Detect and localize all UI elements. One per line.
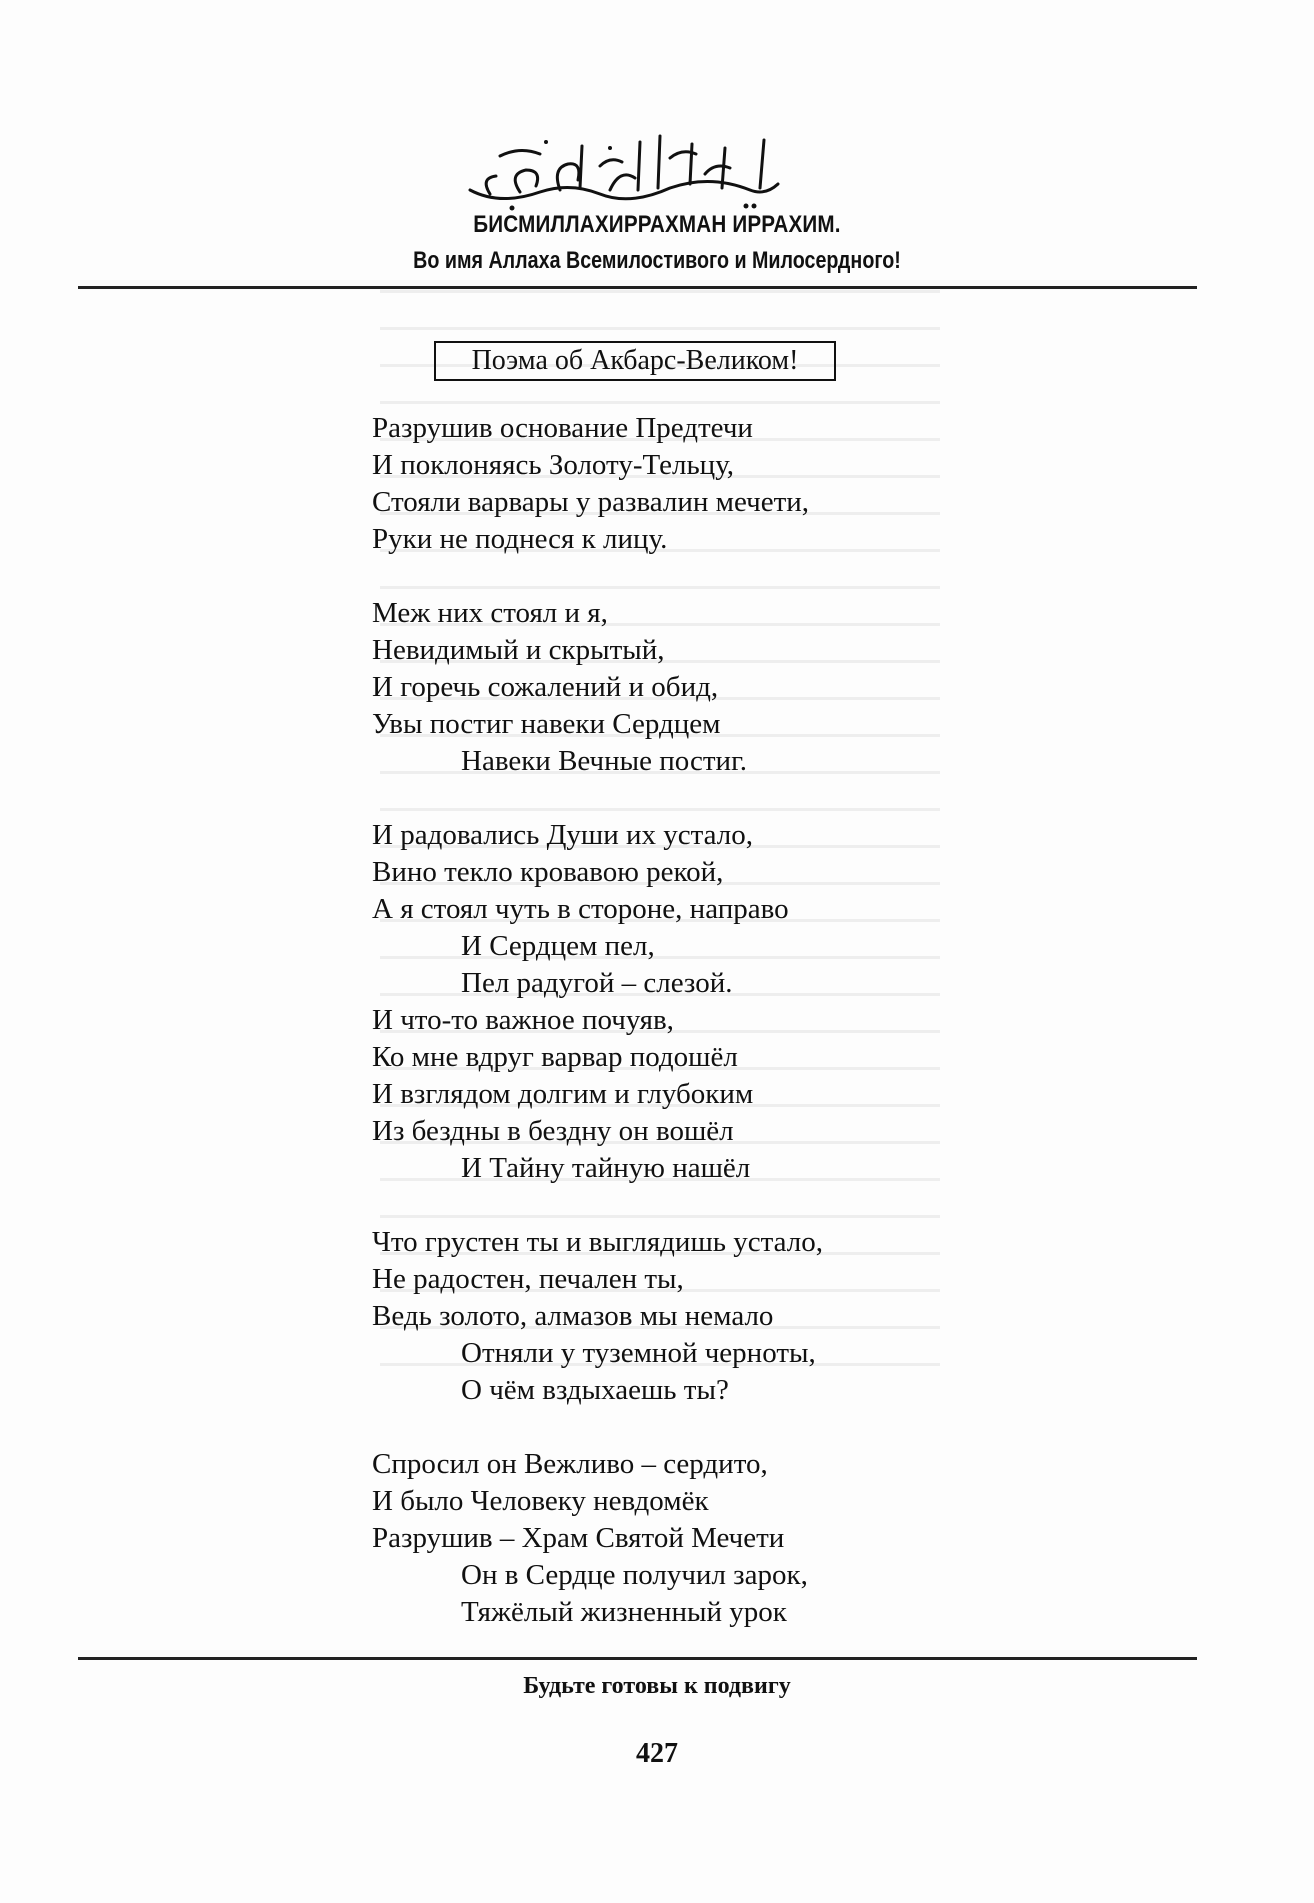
poem-line: О чём вздыхаешь ты?: [461, 1374, 729, 1406]
poem-line: Отняли у туземной черноты,: [461, 1337, 816, 1369]
stanza-gap: [372, 780, 1072, 817]
poem-line: Навеки Вечные постиг.: [461, 745, 747, 777]
poem-line: Ведь золото, алмазов мы немало: [372, 1300, 774, 1332]
page-number: 427: [636, 1738, 678, 1769]
poem-line: Невидимый и скрытый,: [372, 634, 665, 666]
stanza-gap: [372, 1187, 1072, 1224]
poem-line: Стояли варвары у развалин мечети,: [372, 486, 810, 518]
poem-line: Что грустен ты и выглядишь устало,: [372, 1226, 824, 1258]
poem-line: И радовались Души их устало,: [372, 819, 753, 851]
poem-line: Он в Сердце получил зарок,: [461, 1559, 808, 1591]
poem-line: Спросил он Вежливо – сердито,: [372, 1448, 768, 1480]
header-subtitle: Во имя Аллаха Всемилостивого и Милосердного!: [413, 247, 901, 274]
poem-line: Из бездны в бездну он вошёл: [372, 1115, 734, 1147]
poem-line: Тяжёлый жизненный урок: [461, 1596, 787, 1628]
header-divider: [78, 286, 1197, 289]
poem-line: И поклоняясь Золоту-Тельцу,: [372, 449, 735, 481]
poem-line: И взглядом долгим и глубоким: [372, 1078, 754, 1110]
poem-line: Пел радугой – слезой.: [461, 967, 733, 999]
poem-line: Разрушив основание Предтечи: [372, 412, 753, 444]
poem-line: Вино текло кровавою рекой,: [372, 856, 724, 888]
poem-line: И было Человеку невдомёк: [372, 1485, 709, 1517]
poem-line: Увы постиг навеки Сердцем: [372, 708, 721, 740]
running-footer: Будьте готовы к подвигу: [523, 1673, 791, 1699]
poem-line: Меж них стоял и я,: [372, 597, 608, 629]
poem-body: [372, 410, 1072, 1631]
poem-line: И Сердцем пел,: [461, 930, 655, 962]
poem-line: Ко мне вдруг варвар подошёл: [372, 1041, 738, 1073]
basmala-calligraphy-icon: [460, 118, 790, 218]
header-title: БИСМИЛЛАХИРРАХМАН ИРРАХИМ.: [473, 211, 841, 238]
poem-line: И Тайну тайную нашёл: [461, 1152, 751, 1184]
stanza-gap: [372, 1409, 1072, 1446]
poem-line: Не радостен, печален ты,: [372, 1263, 684, 1295]
poem-line: Разрушив – Храм Святой Мечети: [372, 1522, 785, 1554]
stanza-gap: [372, 558, 1072, 595]
poem-line: А я стоял чуть в стороне, направо: [372, 893, 789, 925]
poem-title: Поэма об Акбарс-Великом!: [434, 341, 836, 381]
footer-divider: [78, 1657, 1197, 1660]
poem-line: И что-то важное почуяв,: [372, 1004, 674, 1036]
poem-line: Руки не поднеся к лицу.: [372, 523, 668, 555]
poem-line: И горечь сожалений и обид,: [372, 671, 719, 703]
